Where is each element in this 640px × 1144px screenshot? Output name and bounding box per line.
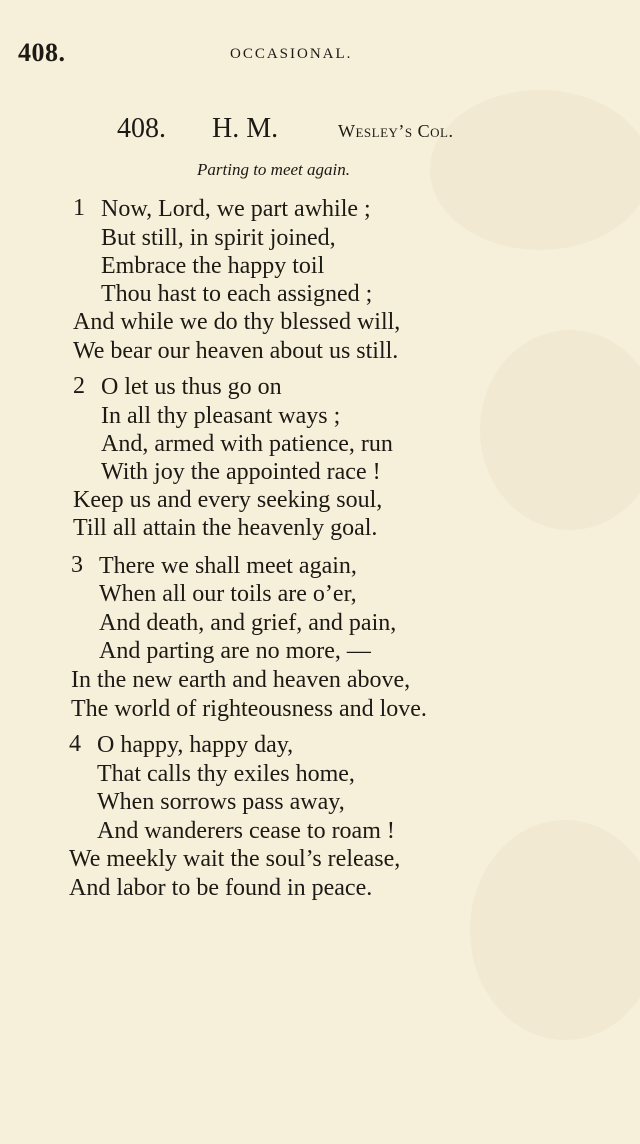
stanza-number: 1	[73, 195, 85, 221]
running-title: OCCASIONAL.	[230, 46, 353, 62]
stanza-number: 3	[71, 552, 83, 578]
verse-line: O happy, happy day,	[97, 732, 294, 758]
verse-line: Now, Lord, we part awhile ;	[101, 196, 371, 222]
verse-line: Till all attain the heavenly goal.	[73, 515, 378, 541]
verse-line: And labor to be found in peace.	[69, 875, 373, 901]
verse-line: We bear our heaven about us still.	[73, 338, 399, 364]
stanza-number: 2	[73, 373, 85, 399]
verse-line: Embrace the happy toil	[101, 253, 325, 279]
verse-line: But still, in spirit joined,	[101, 225, 336, 251]
verse-line: The world of righteousness and love.	[71, 696, 427, 722]
verse-line: With joy the appointed race !	[101, 459, 381, 485]
verse-line: Keep us and every seeking soul,	[73, 487, 383, 513]
verse-line: O let us thus go on	[101, 374, 282, 400]
verse-line: And parting are no more, —	[99, 638, 371, 664]
hymn-source: Wesley’s Col.	[338, 121, 454, 141]
verse-line: In all thy pleasant ways ;	[101, 403, 341, 429]
verse-line: And death, and grief, and pain,	[99, 610, 397, 636]
verse-line: And, armed with patience, run	[101, 431, 393, 457]
verse-line: We meekly wait the soul’s release,	[69, 846, 401, 872]
hymn-number: 408.	[117, 113, 166, 144]
verse-line: Thou hast to each assigned ;	[101, 281, 373, 307]
page-number: 408.	[18, 38, 66, 67]
verse-line: When sorrows pass away,	[97, 789, 345, 815]
verse-line: And while we do thy blessed will,	[73, 309, 401, 335]
verse-line: And wanderers cease to roam !	[97, 818, 395, 844]
hymn-meter: H. M.	[212, 113, 279, 144]
verse-line: That calls thy exiles home,	[97, 761, 355, 787]
verse-line: In the new earth and heaven above,	[71, 667, 411, 693]
stanza-number: 4	[69, 731, 81, 757]
hymn-subtitle: Parting to meet again.	[197, 160, 350, 179]
verse-line: When all our toils are o’er,	[99, 581, 357, 607]
verse-line: There we shall meet again,	[99, 553, 357, 579]
